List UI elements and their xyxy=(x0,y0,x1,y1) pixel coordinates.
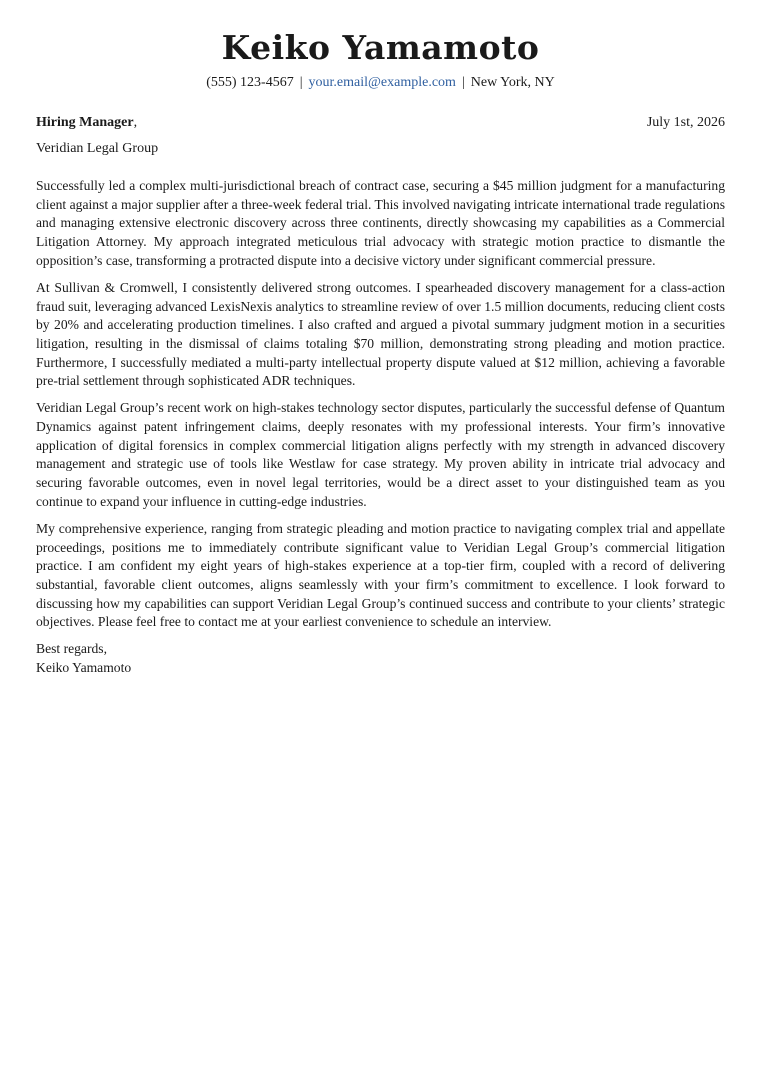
recipient-company: Veridian Legal Group xyxy=(36,141,159,156)
email-link[interactable]: your.email@example.com xyxy=(308,75,456,90)
contact-separator: | xyxy=(299,75,303,90)
letter-body xyxy=(36,177,725,632)
body-paragraph: At Sullivan & Cromwell, I consistently delivered strong outcomes. I spearheaded discovery management for a class-action fraud suit, leveraging advanced LexisNexis analytics to streamline review of over 1.5 million documents, reducing client costs by 20% and accelerating production timelines. I also crafted and argued a pivotal summary judgment motion in a securities litigation, resulting in the dismissal of claims totaling $70 million, demonstrating strong pleading and motion practice. Furthermore, I successfully mediated a multi-party intellectual property dispute valued at $12 million, achieving a favorable pre-trial settlement through sophisticated ADR techniques. xyxy=(36,279,725,389)
applicant-name: Keiko Yamamoto xyxy=(221,28,540,67)
body-paragraph: Veridian Legal Group’s recent work on high-stakes technology sector disputes, particularly the successful defense of Quantum Dynamics against patent infringement claims, deeply resonates with my professional interests. Your firm’s innovative application of digital forensics in complex commercial litigation aligns perfectly with my strength in advanced discovery management and strategic use of tools like Westlaw for case strategy. My proven ability in intricate trial advocacy and securing favorable outcomes, even in novel legal territories, would be a direct asset to your distinguished team as you continue to expand your influence in cutting-edge industries. xyxy=(36,400,725,509)
contact-separator: | xyxy=(461,75,465,90)
contact-line xyxy=(36,73,725,93)
recipient-comma: , xyxy=(133,115,138,130)
body-paragraph: My comprehensive experience, ranging from strategic pleading and motion practice to navigating complex trial and appellate proceedings, positions me to immediately contribute significant value to Veridian Legal Group’s commercial litigation practice. I am confident my eight years of high-stakes experience at a top-tier firm, coupled with a record of delivering substantial, favorable client outcomes, aligns seamlessly with your firm’s commitment to excellence. I look forward to discussing how my capabilities can support Veridian Legal Group’s continued success and contribute to your clients’ strategic objectives. Please feel free to contact me at your earliest convenience to schedule an interview. xyxy=(36,520,725,630)
phone-number: (555) 123-4567 xyxy=(206,75,294,90)
letter-closing xyxy=(36,640,725,677)
closing-signature: Keiko Yamamoto xyxy=(36,660,132,676)
location: New York, NY xyxy=(470,75,555,90)
cover-letter-page xyxy=(36,28,725,678)
hiring-manager: Hiring Manager xyxy=(36,115,134,130)
recipient-greeting xyxy=(36,113,137,133)
closing-salutation: Best regards, xyxy=(36,641,107,657)
body-paragraph: Successfully led a complex multi-jurisdictional breach of contract case, securing a $45 million judgment for a manufacturing client against a major supplier after a three-week federal trial. This involved navigating intricate international trade regulations and managing extensive electronic discovery across three continents, directly showcasing my capabilities as a Commercial Litigation Attorney. My approach integrated meticulous trial advocacy with strategic motion practice to dismantle the opposition’s case, transforming a protracted dispute into a decisive victory under significant commercial pressure. xyxy=(36,178,725,268)
letter-date: July 1st, 2026 xyxy=(646,115,725,130)
recipient-row xyxy=(36,113,725,133)
